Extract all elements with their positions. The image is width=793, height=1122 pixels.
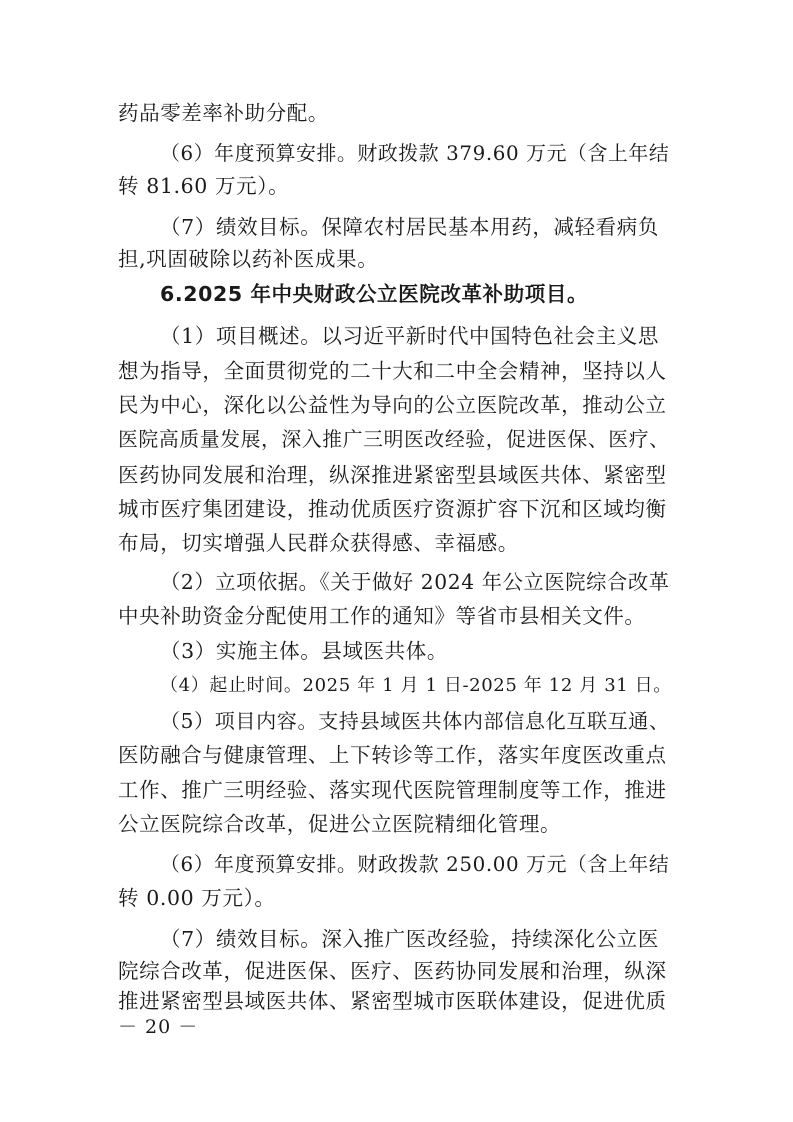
paragraph-line (0, 95, 793, 131)
line-text: 医院高质量发展，深入推广三明医改经验，促进医保、医疗、 (118, 428, 670, 451)
page-number: － 20 － (118, 1016, 199, 1038)
paragraph-line (0, 880, 793, 916)
line-text: 想为指导，全面贯彻党的二十大和二中全会精神，坚持以人 (118, 359, 667, 383)
paragraph-line (0, 491, 793, 527)
paragraph-line (0, 633, 793, 669)
section-heading-text: 6.2025 年中央财政公立医院改革补助项目。 (160, 282, 589, 306)
line-text: （5）项目内容。支持县域医共体内部信息化互联互通、 (160, 709, 670, 733)
line-text: 转 81.60 万元）。 (118, 174, 290, 198)
line-text: （3）实施主体。县域医共体。 (160, 639, 448, 663)
paragraph-line (0, 668, 793, 704)
paragraph-line (0, 422, 793, 458)
paragraph-line (0, 387, 793, 423)
line-text: 推进紧密型县域医共体、紧密型城市医联体建设，促进优质 (118, 989, 667, 1013)
line-text: （4）起止时间。2025 年 1 月 1 日-2025 年 12 月 31 日。 (160, 675, 672, 696)
paragraph-line (0, 209, 793, 245)
paragraph-line (0, 241, 793, 277)
paragraph-line (0, 847, 793, 883)
line-text: 工作、推广三明经验、落实现代医院管理制度等工作，推进 (118, 778, 667, 802)
paragraph-line (0, 921, 793, 957)
paragraph-line (0, 318, 793, 354)
paragraph-line (0, 703, 793, 739)
paragraph-line (0, 168, 793, 204)
line-text: 转 0.00 万元）。 (118, 886, 276, 910)
paragraph-line (0, 525, 793, 561)
line-text: 医药协同发展和治理，纵深推进紧密型县域医共体、紧密型 (118, 463, 667, 487)
line-text: 中央补助资金分配使用工作的通知》等省市县相关文件。 (118, 604, 646, 628)
line-text: 院综合改革，促进医保、医疗、医药协同发展和治理，纵深 (118, 959, 667, 983)
paragraph-line (0, 806, 793, 842)
line-text: （1）项目概述。以习近平新时代中国特色社会主义思 (160, 324, 659, 348)
line-text: 布局，切实增强人民群众获得感、幸福感。 (118, 531, 519, 555)
line-text: （6）年度预算安排。财政拨款 379.60 万元（含上年结 (160, 142, 670, 165)
line-text: 民为中心，深化以公益性为导向的公立医院改革，推动公立 (118, 393, 667, 417)
line-text: （7）绩效目标。保障农村居民基本用药，减轻看病负 (160, 215, 659, 239)
paragraph-line (0, 564, 793, 600)
line-text: 公立医院综合改革，促进公立医院精细化管理。 (118, 812, 562, 836)
paragraph-line (0, 457, 793, 493)
line-text: （6）年度预算安排。财政拨款 250.00 万元（含上年结 (160, 853, 670, 876)
paragraph-line (0, 136, 793, 172)
paragraph-line (0, 737, 793, 773)
paragraph-line (0, 353, 793, 389)
line-text: 城市医疗集团建设，推动优质医疗资源扩容下沉和区域均衡 (118, 497, 667, 521)
paragraph-line (0, 598, 793, 634)
line-text: 药品零差率补助分配。 (118, 101, 329, 125)
line-text: 医防融合与健康管理、上下转诊等工作，落实年度医改重点 (118, 743, 667, 767)
line-text: （7）绩效目标。深入推广医改经验，持续深化公立医 (160, 927, 659, 951)
paragraph-line (0, 772, 793, 808)
section-heading (0, 276, 793, 312)
line-text: 担,巩固破除以药补医成果。 (118, 247, 379, 271)
line-text: （2）立项依据。《关于做好 2024 年公立医院综合改革 (160, 570, 670, 594)
